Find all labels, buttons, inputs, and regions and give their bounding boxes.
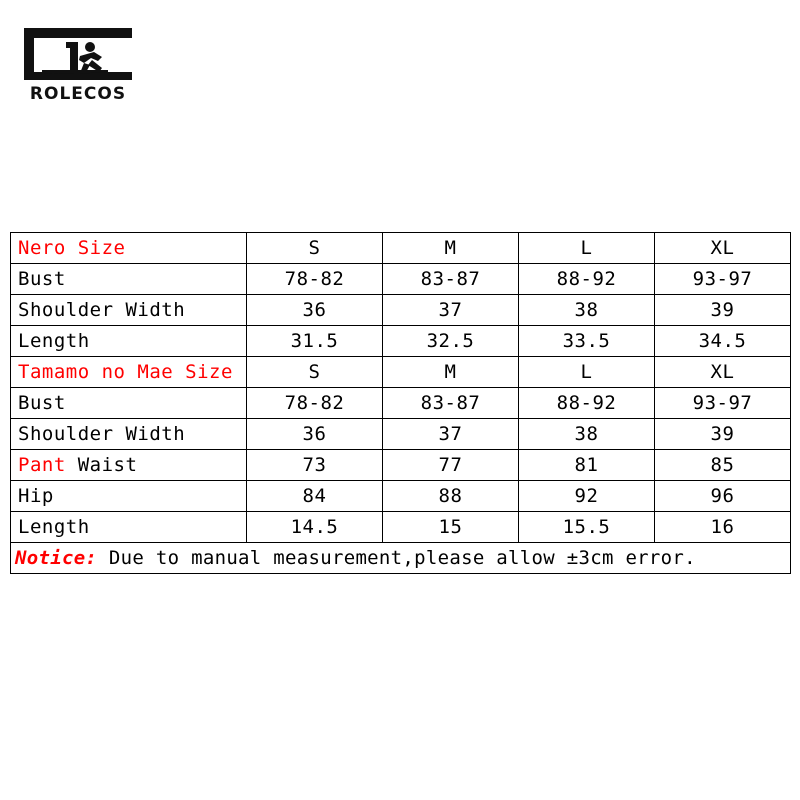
cell-shoulder-l: 38: [519, 295, 655, 326]
size-header-2-s: S: [247, 357, 383, 388]
cell-length-m: 32.5: [383, 326, 519, 357]
rolecos-runner-logo-icon: [22, 26, 134, 82]
cell-waist-l: 81: [519, 450, 655, 481]
row-label-tamamo-no-mae-size: Tamamo no Mae Size: [11, 357, 247, 388]
table-row: [11, 357, 791, 388]
pant-prefix: Pant: [18, 454, 66, 476]
cell-shoulder-m: 37: [383, 295, 519, 326]
cell-shoulder2-s: 36: [247, 419, 383, 450]
cell-hip-m: 88: [383, 481, 519, 512]
cell-length2-xl: 16: [655, 512, 791, 543]
row-label-bust: Bust: [11, 264, 247, 295]
cell-shoulder-s: 36: [247, 295, 383, 326]
size-header-s: S: [247, 233, 383, 264]
notice-label: Notice:: [15, 547, 98, 569]
cell-hip-s: 84: [247, 481, 383, 512]
size-header-2-xl: XL: [655, 357, 791, 388]
brand-name: ROLECOS: [29, 84, 127, 104]
size-chart-table: [10, 232, 791, 574]
notice-row: [11, 543, 791, 574]
table-row: [11, 326, 791, 357]
table-row: [11, 295, 791, 326]
cell-length-s: 31.5: [247, 326, 383, 357]
cell-length2-s: 14.5: [247, 512, 383, 543]
table-row: [11, 419, 791, 450]
cell-waist-s: 73: [247, 450, 383, 481]
row-label-hip: Hip: [11, 481, 247, 512]
row-label-nero-size: Nero Size: [11, 233, 247, 264]
cell-shoulder2-m: 37: [383, 419, 519, 450]
size-header-2-m: M: [383, 357, 519, 388]
cell-length2-m: 15: [383, 512, 519, 543]
size-header-m: M: [383, 233, 519, 264]
cell-bust-xl: 93-97: [655, 264, 791, 295]
table-row: [11, 512, 791, 543]
cell-length-l: 33.5: [519, 326, 655, 357]
cell-bust2-l: 88-92: [519, 388, 655, 419]
row-label-length: Length: [11, 326, 247, 357]
cell-shoulder-xl: 39: [655, 295, 791, 326]
size-header-2-l: L: [519, 357, 655, 388]
row-label-shoulder-width-2: Shoulder Width: [11, 419, 247, 450]
cell-bust2-xl: 93-97: [655, 388, 791, 419]
cell-shoulder2-xl: 39: [655, 419, 791, 450]
cell-bust-s: 78-82: [247, 264, 383, 295]
cell-bust-l: 88-92: [519, 264, 655, 295]
notice-text: Due to manual measurement,please allow ±3cm error.: [97, 547, 696, 569]
cell-waist-xl: 85: [655, 450, 791, 481]
cell-length2-l: 15.5: [519, 512, 655, 543]
size-header-xl: XL: [655, 233, 791, 264]
size-header-l: L: [519, 233, 655, 264]
row-label-pant-waist: [11, 450, 247, 481]
cell-shoulder2-l: 38: [519, 419, 655, 450]
brand-logo: [22, 26, 138, 104]
cell-hip-l: 92: [519, 481, 655, 512]
table-row: [11, 481, 791, 512]
cell-hip-xl: 96: [655, 481, 791, 512]
notice-cell: [11, 543, 791, 574]
cell-waist-m: 77: [383, 450, 519, 481]
table-row: [11, 233, 791, 264]
row-label-bust-2: Bust: [11, 388, 247, 419]
cell-bust-m: 83-87: [383, 264, 519, 295]
cell-bust2-m: 83-87: [383, 388, 519, 419]
cell-length-xl: 34.5: [655, 326, 791, 357]
table-row: [11, 450, 791, 481]
cell-bust2-s: 78-82: [247, 388, 383, 419]
row-label-length-2: Length: [11, 512, 247, 543]
waist-text: Waist: [65, 454, 138, 476]
row-label-shoulder-width: Shoulder Width: [11, 295, 247, 326]
table-row: [11, 388, 791, 419]
table-row: [11, 264, 791, 295]
